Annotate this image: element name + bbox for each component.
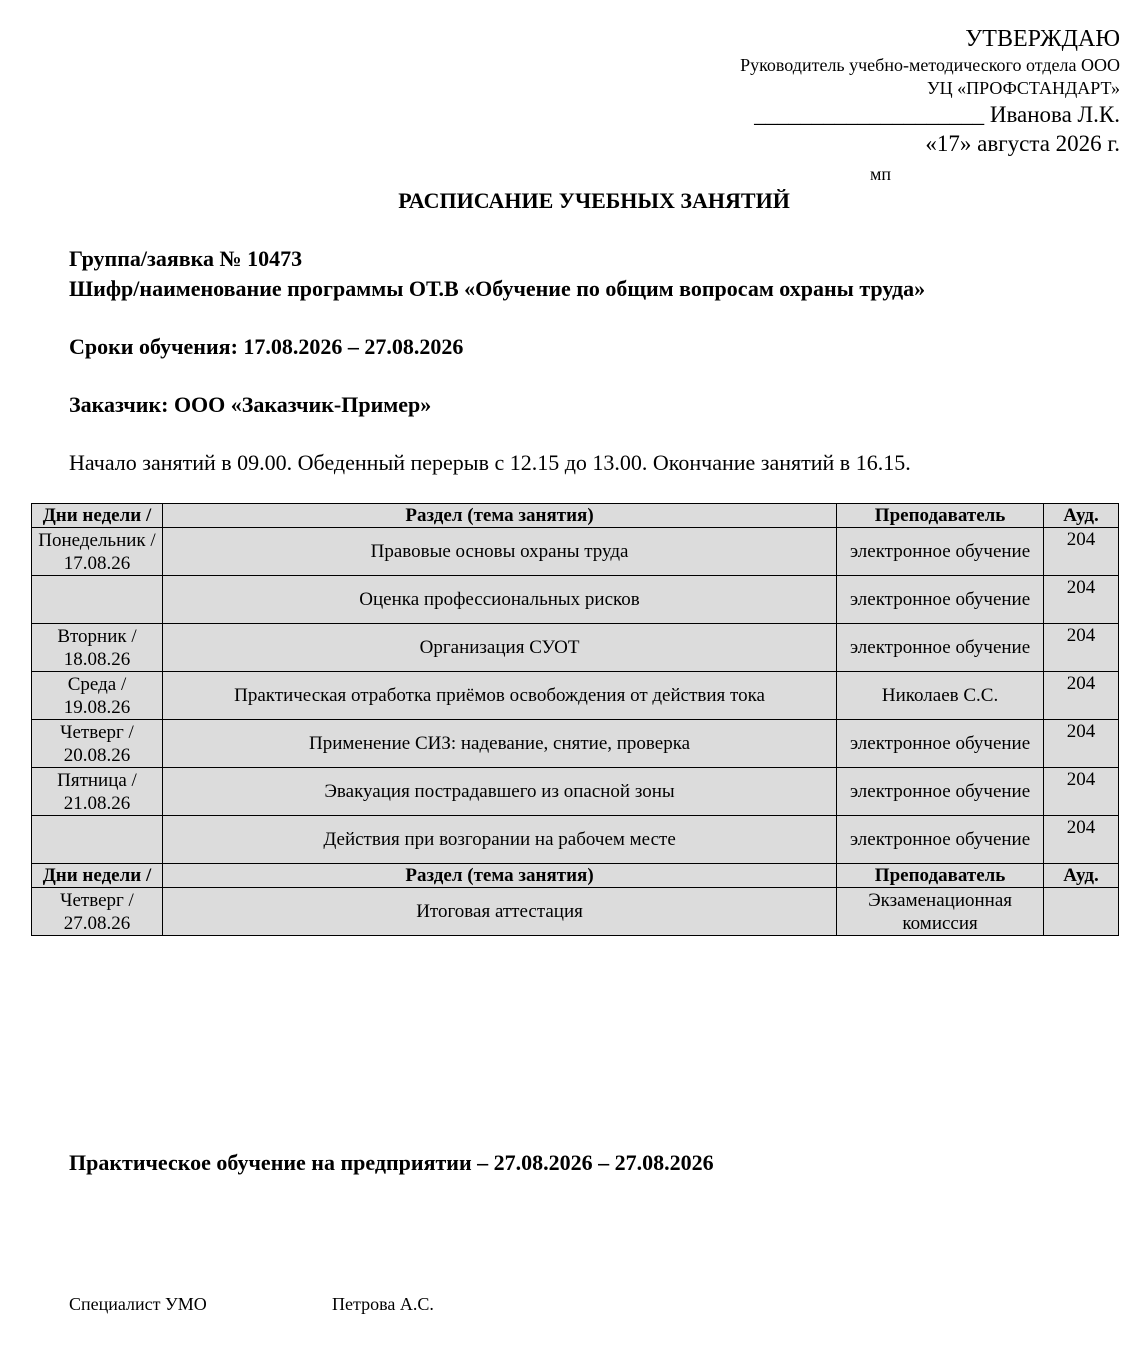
row-day: Пятница / 21.08.26	[32, 768, 163, 816]
row-day: Четверг / 20.08.26	[32, 720, 163, 768]
row-teacher: электронное обучение	[837, 768, 1044, 816]
row-teacher: электронное обучение	[837, 816, 1044, 864]
row-day: Вторник / 18.08.26	[32, 624, 163, 672]
table-row	[32, 528, 1119, 576]
row-room: 204	[1044, 672, 1119, 720]
row-topic: Итоговая аттестация	[162, 888, 836, 936]
program-name: Шифр/наименование программы ОТ.В «Обучение по общим вопросам охраны труда»	[69, 276, 926, 301]
table-row	[32, 720, 1119, 768]
signature-line: ____________________	[754, 102, 985, 127]
header-day: Дни недели /	[32, 504, 163, 528]
schedule-table	[31, 503, 1119, 936]
practice-period: Практическое обучение на предприятии – 27.08.2026 – 27.08.2026	[69, 1150, 714, 1175]
row-topic: Правовые основы охраны труда	[162, 528, 836, 576]
row-room: 204	[1044, 720, 1119, 768]
stamp-mark: мп	[870, 164, 892, 184]
row-day: Среда / 19.08.26	[32, 672, 163, 720]
approval-block	[740, 24, 1120, 158]
row-teacher: Экзаменационная комиссия	[837, 888, 1044, 936]
row-teacher: Николаев С.С.	[837, 672, 1044, 720]
document-title: РАСПИСАНИЕ УЧЕБНЫХ ЗАНЯТИЙ	[398, 188, 790, 213]
header-topic: Раздел (тема занятия)	[162, 504, 836, 528]
row-topic: Применение СИЗ: надевание, снятие, проверка	[162, 720, 836, 768]
row-topic: Оценка профессиональных рисков	[162, 576, 836, 624]
row-day: Четверг / 27.08.26	[32, 888, 163, 936]
header-teacher: Преподаватель	[837, 504, 1044, 528]
row-day: Понедельник / 17.08.26	[32, 528, 163, 576]
approval-date: «17» августа 2026 г.	[925, 131, 1120, 156]
header-room: Ауд.	[1044, 504, 1119, 528]
row-day	[32, 576, 163, 624]
approver-position: Руководитель учебно-методического отдела ООО	[740, 55, 1120, 75]
row-topic: Действия при возгорании на рабочем месте	[162, 816, 836, 864]
approver-name: Иванова Л.К.	[989, 102, 1120, 127]
table-row	[32, 888, 1119, 936]
row-room	[1044, 888, 1119, 936]
row-teacher: электронное обучение	[837, 576, 1044, 624]
header-day: Дни недели /	[32, 864, 163, 888]
signature-row	[740, 100, 1120, 129]
row-topic: Практическая отработка приёмов освобождения от действия тока	[162, 672, 836, 720]
approver-organization: УЦ «ПРОФСТАНДАРТ»	[926, 78, 1120, 98]
table-row	[32, 576, 1119, 624]
approval-title: УТВЕРЖДАЮ	[965, 26, 1120, 52]
specialist-name: Петрова А.С.	[332, 1294, 434, 1314]
table-header-row	[32, 504, 1119, 528]
row-topic: Эвакуация пострадавшего из опасной зоны	[162, 768, 836, 816]
row-teacher: электронное обучение	[837, 720, 1044, 768]
study-period: Сроки обучения: 17.08.2026 – 27.08.2026	[69, 334, 464, 359]
table-row	[32, 816, 1119, 864]
class-hours: Начало занятий в 09.00. Обеденный перерыв с 12.15 до 13.00. Окончание занятий в 16.15.	[69, 450, 911, 475]
header-room: Ауд.	[1044, 864, 1119, 888]
row-room: 204	[1044, 576, 1119, 624]
specialist-role: Специалист УМО	[69, 1294, 207, 1314]
table-row	[32, 624, 1119, 672]
header-teacher: Преподаватель	[837, 864, 1044, 888]
header-topic: Раздел (тема занятия)	[162, 864, 836, 888]
table-row	[32, 672, 1119, 720]
table-row	[32, 768, 1119, 816]
row-teacher: электронное обучение	[837, 528, 1044, 576]
row-topic: Организация СУОТ	[162, 624, 836, 672]
customer: Заказчик: ООО «Заказчик-Пример»	[69, 392, 432, 417]
row-room: 204	[1044, 528, 1119, 576]
table-header-row	[32, 864, 1119, 888]
group-number: Группа/заявка № 10473	[69, 246, 303, 271]
row-room: 204	[1044, 816, 1119, 864]
row-teacher: электронное обучение	[837, 624, 1044, 672]
row-room: 204	[1044, 768, 1119, 816]
row-day	[32, 816, 163, 864]
row-room: 204	[1044, 624, 1119, 672]
